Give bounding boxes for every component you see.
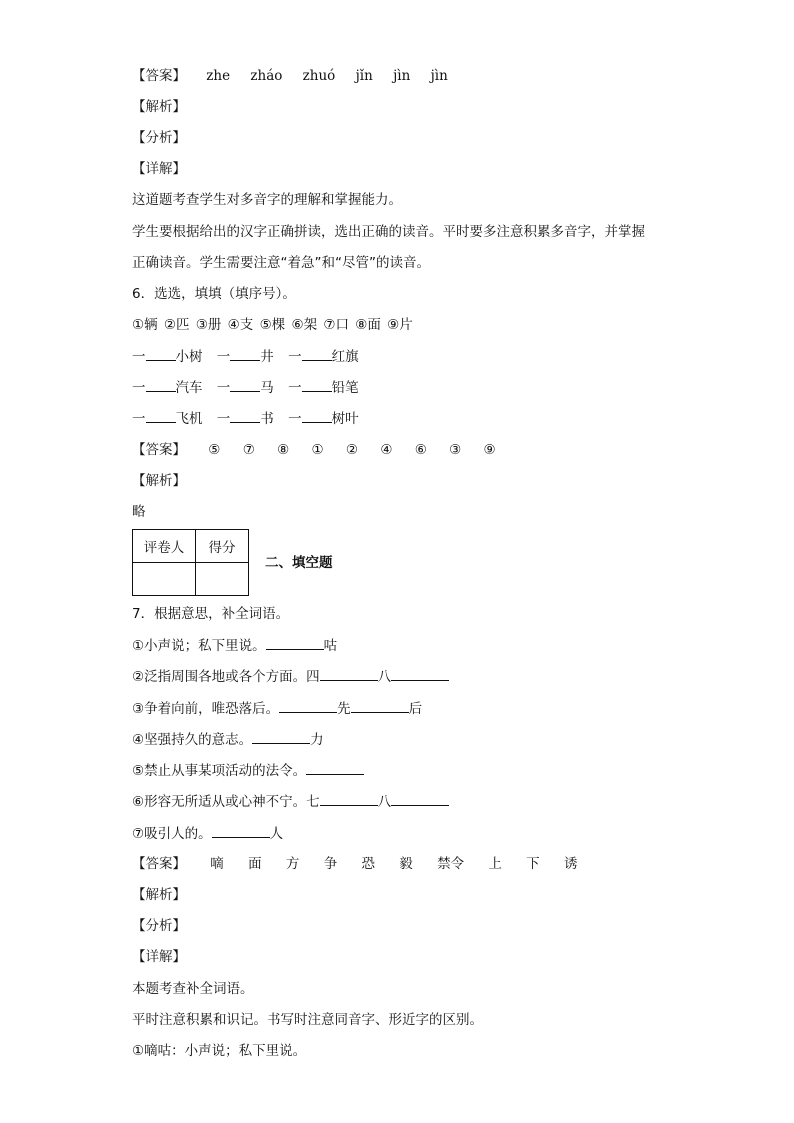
answer-value: ② (345, 442, 359, 458)
item-text: ⑤禁止从事某项活动的法令。 (132, 763, 307, 779)
answer-value: 诱 (563, 856, 578, 872)
q6-row-1 (132, 346, 359, 366)
measure-prefix: 一 (132, 349, 146, 365)
answer-value: ③ (449, 442, 462, 458)
item-text: ②泛指周围各地或各个方面。四 (132, 669, 320, 685)
pinyin-answer-4: jǐn (355, 68, 373, 84)
q5-answer-line (132, 66, 448, 86)
measure-noun: 铅笔 (331, 380, 359, 396)
answer-label: 【答案】 (132, 442, 186, 458)
answer-blank[interactable] (320, 666, 378, 681)
measure-prefix: 一 (132, 380, 146, 396)
answer-value: ④ (380, 442, 393, 458)
answer-blank[interactable] (351, 698, 409, 713)
q6-row-3 (132, 408, 359, 428)
q7-xiangjie-label: 【详解】 (132, 949, 186, 965)
measure-noun: 井 (260, 349, 274, 365)
pinyin-answer-1: zhe (206, 68, 231, 84)
q6-analysis-label: 【解析】 (132, 473, 186, 489)
answer-blank[interactable] (279, 698, 337, 713)
q7-analysis-label: 【解析】 (132, 887, 186, 903)
answer-value: 下 (526, 856, 540, 872)
q5-explain-line-2: 学生要根据给出的汉字正确拼读，选出正确的读音。平时要多注意积累多音字，并掌握 (132, 224, 645, 240)
q7-item-7 (132, 823, 283, 843)
measure-prefix: 一 (216, 380, 231, 396)
item-text: 八 (377, 794, 392, 810)
q5-explain-line-1: 这道题考查学生对多音字的理解和掌握能力。 (132, 192, 402, 208)
measure-noun: 树叶 (331, 411, 359, 427)
q6-analysis-text: 略 (132, 504, 146, 520)
measure-noun: 马 (260, 380, 274, 396)
item-text: 人 (269, 826, 284, 842)
measure-prefix: 一 (132, 411, 146, 427)
q5-explain-line-3: 正确读音。学生需要注意“着急”和“尽管”的读音。 (132, 255, 430, 271)
answer-value: 方 (285, 856, 300, 872)
item-text: ④坚强持久的意志。 (132, 732, 253, 748)
measure-prefix: 一 (216, 411, 231, 427)
answer-label: 【答案】 (132, 856, 186, 872)
pinyin-answer-6: jìn (430, 68, 448, 84)
answer-value: ⑨ (483, 442, 496, 458)
q7-explain-line-2: 平时注意积累和识记。书写时注意同音字、形近字的区别。 (132, 1012, 483, 1028)
item-text: 后 (408, 701, 423, 717)
item-text: ⑦吸引人的。 (132, 826, 212, 842)
answer-blank[interactable] (230, 377, 260, 392)
answer-value: ① (311, 442, 324, 458)
q7-explain-line-1: 本题考查补全词语。 (132, 981, 254, 997)
q6-title: 6．选选，填填（填序号）。 (132, 286, 296, 302)
item-text: 力 (310, 732, 324, 748)
section-title: 二、填空题 (265, 555, 333, 571)
score-header: 得分 (196, 530, 249, 563)
item-text: 八 (377, 669, 392, 685)
pinyin-answer-3: zhuó (302, 68, 336, 84)
answer-value: 毅 (399, 856, 413, 872)
q7-item-1 (132, 635, 337, 655)
q6-row-2 (132, 377, 359, 397)
measure-noun: 飞机 (175, 411, 203, 427)
answer-blank[interactable] (306, 760, 364, 775)
q7-item-5 (132, 760, 364, 780)
item-text: 先 (337, 701, 351, 717)
item-text: 咕 (323, 638, 338, 654)
measure-noun: 书 (260, 411, 274, 427)
answer-blank[interactable] (302, 377, 332, 392)
measure-prefix: 一 (288, 380, 302, 396)
answer-blank[interactable] (146, 408, 176, 423)
answer-blank[interactable] (320, 791, 378, 806)
answer-value: 禁令 (437, 856, 465, 872)
answer-blank[interactable] (391, 791, 449, 806)
score-table (132, 529, 249, 596)
answer-value: 争 (323, 856, 338, 872)
measure-noun: 小树 (175, 349, 203, 365)
measure-prefix: 一 (288, 349, 302, 365)
answer-value: ⑧ (277, 442, 290, 458)
answer-blank[interactable] (230, 346, 260, 361)
q5-xiangjie-label: 【详解】 (132, 161, 186, 177)
q7-fenxi-label: 【分析】 (132, 918, 186, 934)
answer-label: 【答案】 (132, 68, 186, 84)
pinyin-answer-2: zháo (250, 68, 283, 84)
q7-title: 7．根据意思，补全词语。 (132, 606, 290, 622)
item-text: ③争着向前，唯恐落后。 (132, 701, 280, 717)
answer-value: 恐 (361, 856, 375, 872)
measure-prefix: 一 (288, 411, 302, 427)
measure-noun: 汽车 (175, 380, 203, 396)
q7-item-4 (132, 729, 324, 749)
q6-options: ①辆 ②匹 ③册 ④支 ⑤棵 ⑥架 ⑦口 ⑧面 ⑨片 (132, 317, 413, 333)
score-cell[interactable] (196, 563, 249, 596)
answer-value: 面 (248, 856, 262, 872)
answer-blank[interactable] (146, 346, 176, 361)
measure-noun: 红旗 (331, 349, 359, 365)
pinyin-answer-5: jìn (393, 68, 411, 84)
answer-blank[interactable] (302, 346, 332, 361)
answer-blank[interactable] (302, 408, 332, 423)
answer-blank[interactable] (230, 408, 260, 423)
q6-answer-line (132, 440, 496, 460)
answer-value: 上 (488, 856, 502, 872)
q7-explain-line-3: ①嘀咕：小声说；私下里说。 (132, 1043, 307, 1059)
measure-prefix: 一 (216, 349, 231, 365)
answer-blank[interactable] (252, 729, 310, 744)
q5-analysis-label: 【解析】 (132, 99, 186, 115)
q7-answer-line (132, 854, 577, 874)
grader-cell[interactable] (133, 563, 196, 596)
answer-value: ⑥ (414, 442, 427, 458)
answer-value: 嘀 (210, 856, 224, 872)
q7-item-3 (132, 698, 422, 718)
q7-item-2 (132, 666, 449, 686)
answer-value: ⑦ (242, 442, 255, 458)
answer-blank[interactable] (391, 666, 449, 681)
answer-blank[interactable] (146, 377, 176, 392)
item-text: ⑥形容无所适从或心神不宁。七 (132, 794, 320, 810)
grader-header: 评卷人 (133, 530, 196, 563)
q5-fenxi-label: 【分析】 (132, 130, 186, 146)
item-text: ①小声说；私下里说。 (132, 638, 266, 654)
q7-item-6 (132, 791, 449, 811)
answer-blank[interactable] (212, 823, 270, 838)
answer-value: ⑤ (208, 442, 221, 458)
answer-blank[interactable] (266, 635, 324, 650)
